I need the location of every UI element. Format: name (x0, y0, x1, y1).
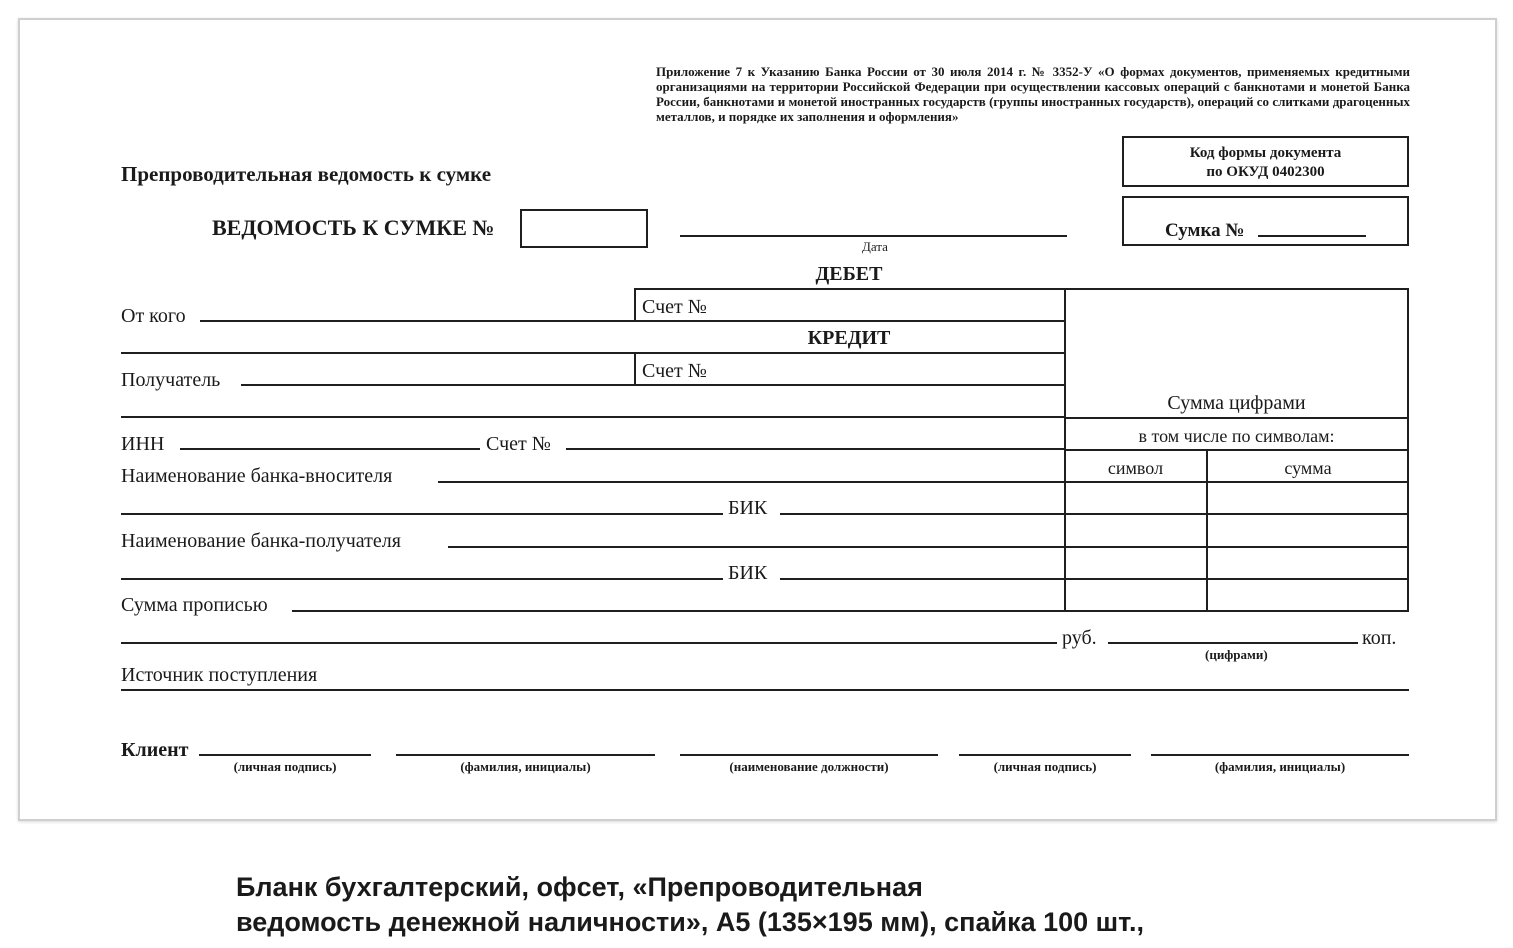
sum-table-row-line (1064, 513, 1409, 515)
rub-label: руб. (1062, 627, 1097, 649)
position-line[interactable] (680, 754, 938, 756)
date-line[interactable] (680, 235, 1067, 237)
amount-words-line-2[interactable] (121, 642, 1057, 644)
debit-account-label: Счет № (642, 296, 707, 318)
product-caption (236, 870, 1144, 940)
depositor-bank-line[interactable] (438, 481, 1064, 483)
recipient-line-2[interactable] (121, 416, 1066, 418)
bag-statement-number-field[interactable] (520, 209, 648, 248)
product-caption-line-2: ведомость денежной наличности», А5 (135×195 мм), спайка 100 шт., (236, 907, 1145, 937)
name-line-2[interactable] (1151, 754, 1409, 756)
signature-caption-2: (личная подпись) (993, 759, 1097, 774)
recipient-label: Получатель (121, 369, 221, 391)
bik-label-1: БИК (728, 497, 768, 519)
sum-table-row-line (1064, 481, 1409, 483)
client-signature-caption: (личная подпись) (233, 759, 337, 774)
sum-digits-label: Сумма цифрами (1167, 392, 1306, 414)
recipient-line[interactable] (241, 384, 634, 386)
inn-label: ИНН (121, 433, 165, 455)
debit-heading: ДЕБЕТ (815, 263, 883, 285)
legal-reference: Приложение 7 к Указанию Банка России от 30 июля 2014 г. № 3352-У «О формах документов, применяемых кредитными организациями на территории Российской Федерации при осуществлении кассовых операций с банкнотами и монетой Банка России, банкнотами и монетой иностранных государств (группы иностранных государств), операций со слитками драгоценных металлов, и порядке их заполнения и оформления» (656, 64, 1410, 124)
digits-caption: (цифрами) (1205, 647, 1268, 662)
bik-line-2[interactable] (780, 578, 1064, 580)
from-label: От кого (121, 305, 186, 327)
form-code-line1: Код формы документа (1189, 145, 1342, 161)
kop-digits-line[interactable] (1108, 642, 1358, 644)
source-label: Источник поступления (121, 664, 318, 686)
amount-words-label: Сумма прописью (121, 594, 268, 616)
bag-number-label: Сумка № (1165, 220, 1245, 241)
amount-words-line[interactable] (292, 610, 1064, 612)
kop-label: коп. (1362, 627, 1397, 649)
recipient-bank-label: Наименование банка-получателя (121, 530, 401, 552)
position-caption: (наименование должности) (729, 759, 889, 774)
credit-account-label: Счет № (642, 360, 707, 382)
credit-heading: КРЕДИТ (807, 327, 891, 349)
inn-line[interactable] (180, 448, 480, 450)
date-caption: Дата (862, 239, 888, 254)
from-line[interactable] (200, 320, 634, 322)
product-caption-line-1: Бланк бухгалтерский, офсет, «Препроводительная (236, 872, 923, 902)
depositor-bank-line-2[interactable] (121, 513, 723, 515)
bag-statement-label: ВЕДОМОСТЬ К СУМКЕ № (212, 215, 495, 240)
name-caption-2: (фамилия, инициалы) (1214, 759, 1346, 774)
signature-line-2[interactable] (959, 754, 1131, 756)
by-symbols-label: в том числе по символам: (1138, 426, 1335, 446)
recipient-bank-line-2[interactable] (121, 578, 723, 580)
client-name-caption: (фамилия, инициалы) (460, 759, 591, 774)
client-signature-line[interactable] (199, 754, 371, 756)
sum-table-vertical-divider (1206, 449, 1208, 612)
form-code-line2: по ОКУД 0402300 (1206, 164, 1325, 180)
amount-column-header: сумма (1284, 458, 1332, 478)
sum-table-row-line (1064, 578, 1409, 580)
sum-table-divider-1 (1064, 417, 1409, 419)
account-label: Счет № (486, 433, 551, 455)
bik-label-2: БИК (728, 562, 768, 584)
client-name-line[interactable] (396, 754, 655, 756)
recipient-bank-line[interactable] (448, 546, 1064, 548)
client-label: Клиент (121, 739, 189, 761)
source-line[interactable] (121, 689, 1409, 691)
sum-table-divider-2 (1064, 449, 1409, 451)
bag-number-line[interactable] (1258, 235, 1366, 237)
form-title: Препроводительная ведомость к сумке (121, 162, 492, 186)
depositor-bank-label: Наименование банка-вносителя (121, 465, 393, 487)
account-line[interactable] (566, 448, 1064, 450)
sum-table-row-line (1064, 546, 1409, 548)
symbol-column-header: символ (1107, 458, 1164, 478)
bik-line-1[interactable] (780, 513, 1064, 515)
